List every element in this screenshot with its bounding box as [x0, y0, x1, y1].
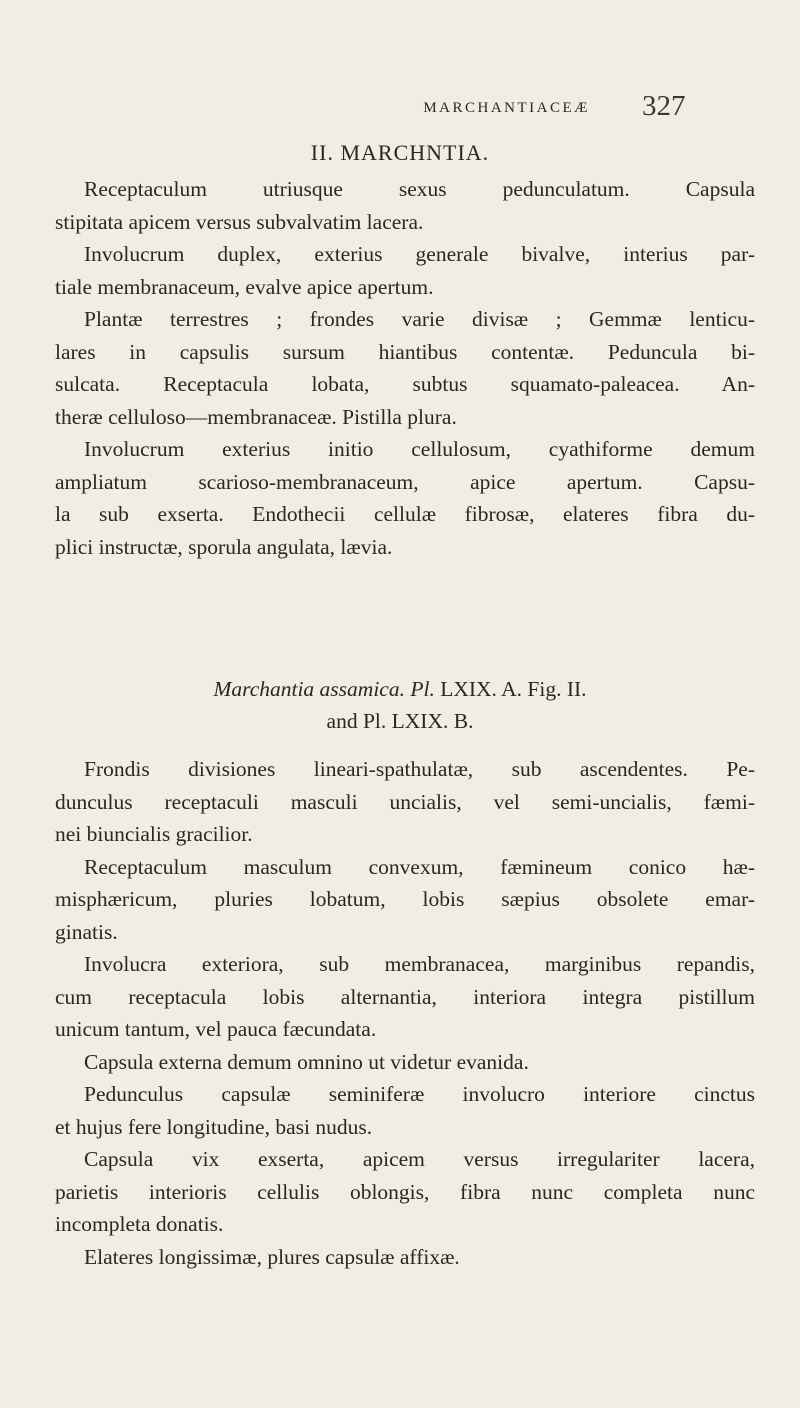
running-head	[0, 88, 800, 128]
species-heading-line	[0, 673, 800, 705]
text-line: misphæricum, pluries lobatum, lobis sæpius obsolete emar-	[55, 887, 755, 911]
text-line: ampliatum scarioso-membranaceum, apice apertum. Capsu-	[55, 469, 755, 494]
text-line: Plantæ terrestres ; frondes varie divisæ ; Gemmæ lenticu-	[84, 307, 755, 331]
text-line: Frondis divisiones lineari-spathulatæ, sub ascendentes. Pe-	[84, 757, 755, 781]
text-line: unicum tantum, vel pauca fæcundata.	[55, 1017, 377, 1041]
species-heading-line2: and Pl. LXIX. B.	[326, 709, 474, 733]
running-title: MARCHANTIACEÆ	[423, 100, 590, 116]
text-line: lares in capsulis sursum hiantibus contentæ. Peduncula bi-	[55, 339, 755, 364]
text-line: Capsula vix exserta, apicem versus irregulariter lacera,	[84, 1147, 755, 1171]
section-title: II. MARCHNTIA.	[310, 140, 490, 165]
text-line: stipitata apicem versus subvalvatim lacera.	[55, 209, 424, 234]
text-line: Elateres longissimæ, plures capsulæ affixæ.	[84, 1244, 460, 1269]
text-line: tiale membranaceum, evalve apice apertum.	[55, 274, 434, 299]
text-line: Receptaculum masculum convexum, fæmineum conico hæ-	[84, 854, 755, 879]
text-line: cum receptacula lobis alternantia, interiora integra pistillum	[55, 984, 755, 1009]
text-line: sulcata. Receptacula lobata, subtus squamato-paleacea. An-	[55, 372, 755, 396]
text-line: Pedunculus capsulæ seminiferæ involucro interiore cinctus	[84, 1082, 755, 1106]
text-line: Involucra exteriora, sub membranacea, marginibus repandis,	[84, 952, 755, 976]
text-line: plici instructæ, sporula angulata, lævia.	[55, 534, 393, 559]
plate-reference: LXIX. A. Fig. II.	[440, 677, 587, 701]
text-line: et hujus fere longitudine, basi nudus.	[55, 1114, 373, 1139]
plate-abbrev: Pl.	[410, 677, 435, 701]
species-heading	[0, 673, 800, 737]
text-line: parietis interioris cellulis oblongis, fibra nunc completa nunc	[55, 1179, 755, 1204]
text-line: nei biuncialis gracilior.	[55, 822, 253, 846]
text-line: ginatis.	[55, 919, 118, 944]
page-number: 327	[642, 90, 686, 122]
species-description	[55, 753, 755, 1273]
text-line: Capsula externa demum omnino ut videtur evanida.	[84, 1049, 529, 1074]
species-name: Marchantia assamica.	[213, 677, 405, 701]
text-line: incompleta donatis.	[55, 1212, 224, 1236]
genus-description	[55, 173, 755, 563]
text-line: Involucrum exterius initio cellulosum, cyathiforme demum	[84, 437, 755, 461]
text-line: theræ celluloso—membranaceæ. Pistilla plura.	[55, 404, 457, 429]
text-line: dunculus receptaculi masculi uncialis, vel semi-uncialis, fæmi-	[55, 789, 755, 814]
text-line: Involucrum duplex, exterius generale bivalve, interius par-	[84, 242, 755, 266]
text-line: Receptaculum utriusque sexus pedunculatum. Capsula	[84, 177, 755, 201]
text-line: la sub exserta. Endothecii cellulæ fibrosæ, elateres fibra du-	[55, 502, 755, 526]
